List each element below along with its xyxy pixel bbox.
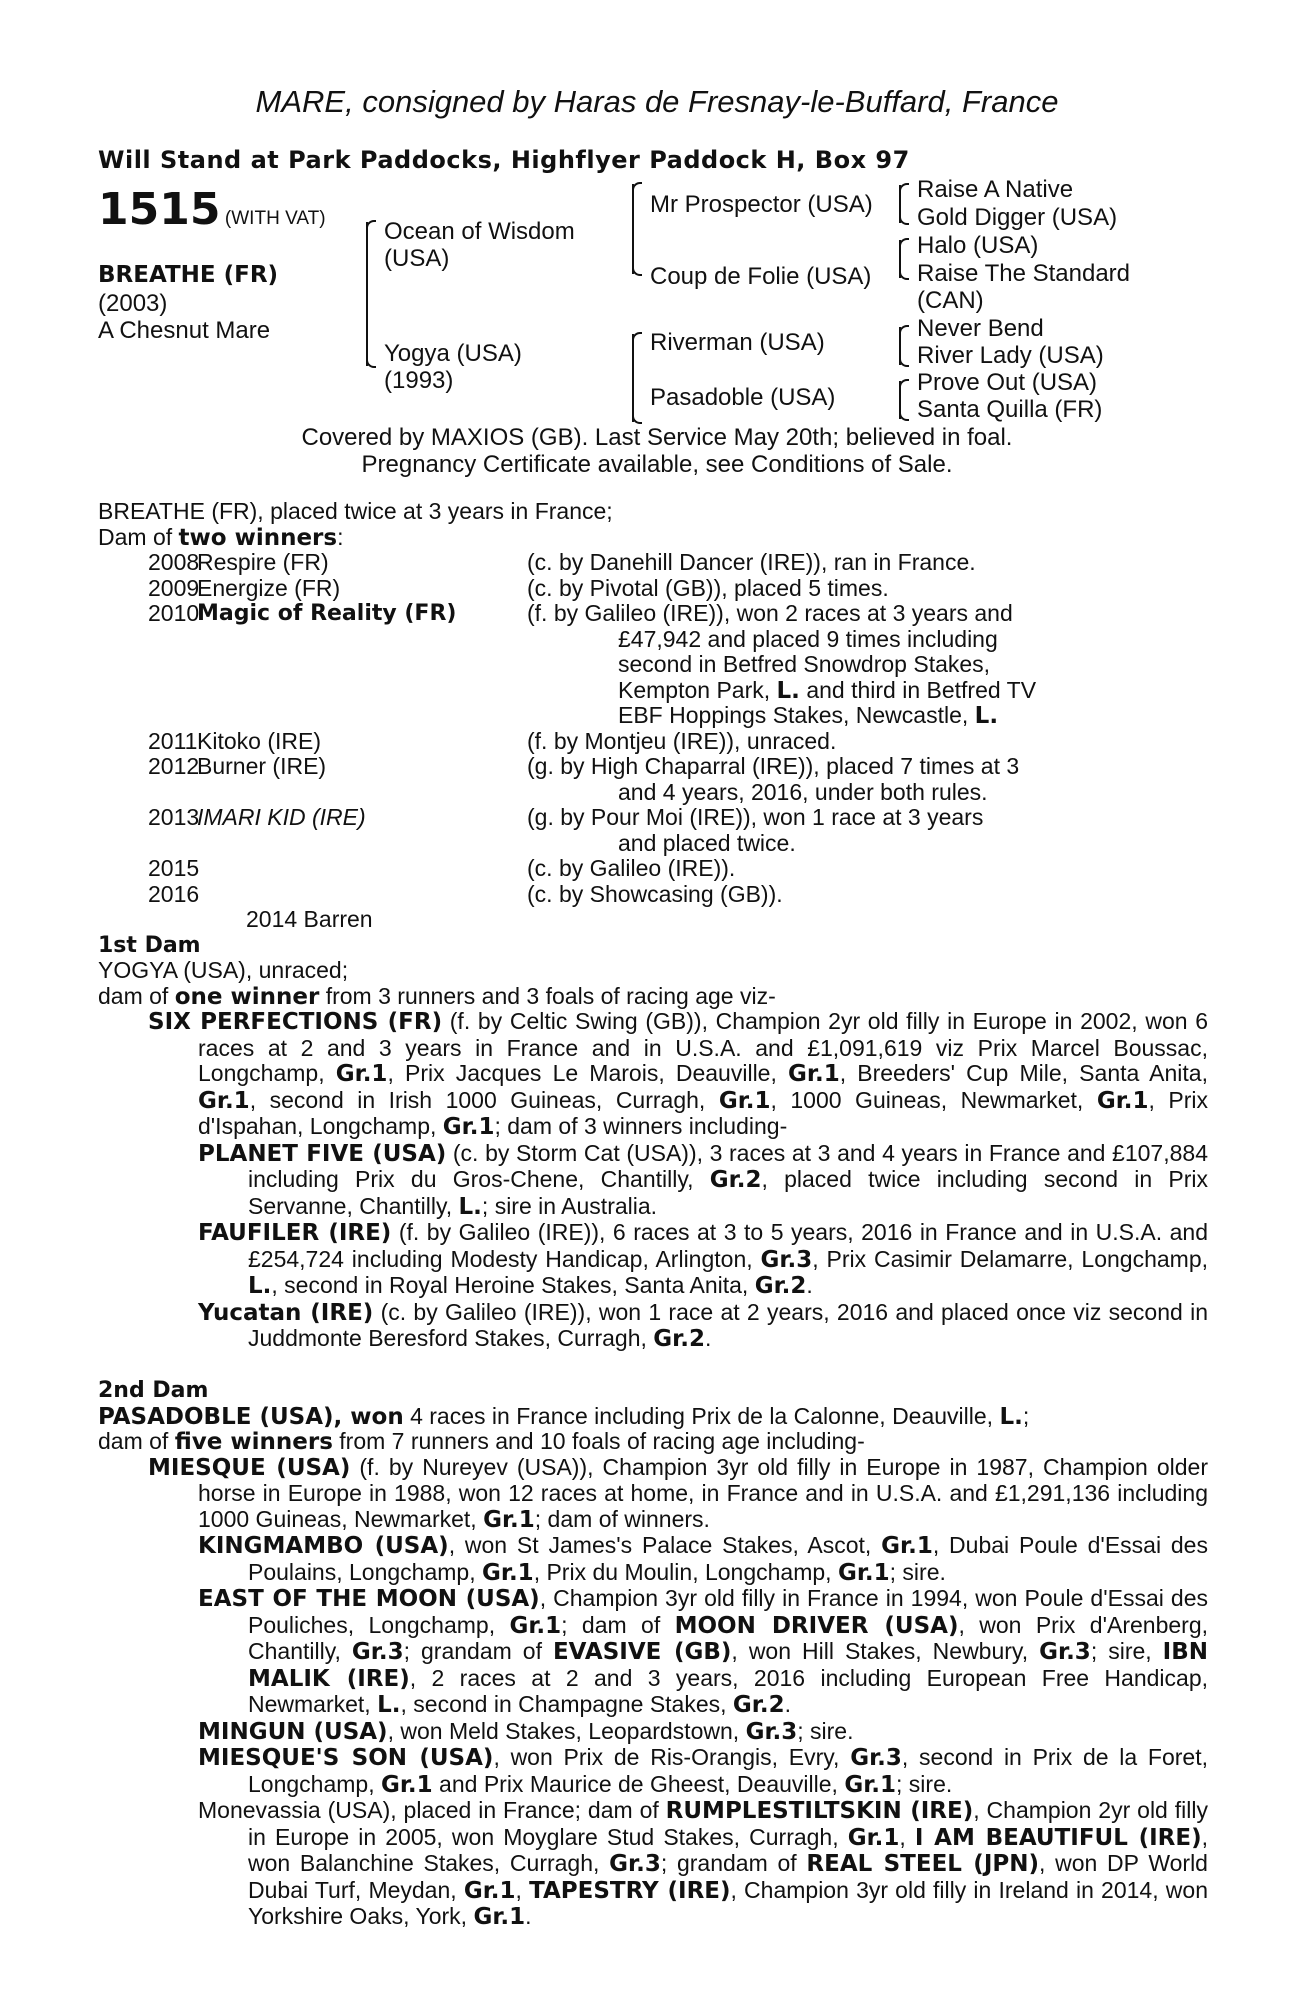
six-perfections-entry: SIX PERFECTIONS (FR) (f. by Celtic Swing (GB)), Champion 2yr old filly in Europe in 2002, won 6 races at 2 and 3 years in France and in U.S.A. and £1,091,619 viz Prix Marcel Boussac, Longchamp, Gr.1, Prix Jacques Le Marois, Deauville, Gr.1, Breeders' Cup Mile, Santa Anita, Gr.1, second in Irish 1000 Guineas, Curragh, Gr.1, 1000 Guineas, Newmarket, Gr.1, Prix d'Ispahan, Longchamp, Gr.1; dam of 3 winners including- xyxy=(148,1008,1208,1140)
first-dam-heading: 1st Dam xyxy=(98,932,201,958)
produce-record xyxy=(98,499,1208,1931)
progeny-year: 2008 xyxy=(148,549,200,575)
progeny-detail-cont xyxy=(98,627,1208,653)
record-text: 4 races in France including Prix de la Calonne, Deauville, xyxy=(403,1402,1000,1429)
progeny-detail: (c. by Showcasing (GB)). xyxy=(527,880,783,907)
progeny-detail-cont xyxy=(98,703,1208,729)
covered-line-1: Covered by MAXIOS (GB). Last Service May 20th; believed in foal. xyxy=(301,424,1013,451)
first-dam-record: YOGYA (USA), unraced; xyxy=(98,957,349,983)
pedigree-g3-6: River Lady (USA) xyxy=(917,342,1104,369)
progeny-detail-cont: and 4 years, 2016, under both rules. xyxy=(618,778,988,805)
progeny-name xyxy=(197,882,527,908)
mare-record: BREATHE (FR), placed twice at 3 years in France; xyxy=(98,498,613,524)
barren-note: 2014 Barren xyxy=(246,906,373,932)
progeny-detail-cont xyxy=(98,652,1208,678)
record-text-end: ; xyxy=(1022,1402,1030,1429)
progeny-year: 2012 xyxy=(148,753,200,779)
second-dam-summary xyxy=(98,1429,1208,1455)
lot-number-value: 1515 xyxy=(98,184,221,235)
progeny-year: 2011 xyxy=(148,727,198,754)
progeny-row xyxy=(98,805,1208,831)
stand-location: Will Stand at Park Paddocks, Highflyer Paddock H, Box 97 xyxy=(98,146,910,174)
pedigree-g3-4-name: Raise The Standard xyxy=(917,260,1131,287)
winners-count: five winners xyxy=(174,1429,333,1455)
kingmambo-entry: KINGMAMBO (USA), won St James's Palace Stakes, Ascot, Gr.1, Dubai Poule d'Essai des Poulains, Longchamp, Gr.1, Prix du Moulin, Longchamp, Gr.1; sire. xyxy=(198,1532,1208,1586)
pedigree-brace-1 xyxy=(899,185,901,223)
detail-text: and third in Betfred TV xyxy=(799,676,1037,703)
pedigree-brace-3 xyxy=(899,327,901,365)
covered-line-2: Pregnancy Certificate available, see Conditions of Sale. xyxy=(361,451,953,478)
faufiler-entry: FAUFILER (IRE) (f. by Galileo (IRE)), 6 races at 3 to 5 years, 2016 in France and in U.S.A. and £254,724 including Modesty Handicap, Arlington, Gr.3, Prix Casimir Delamarre, Longchamp, L., second in Royal Heroine Stakes, Santa Anita, Gr.2. xyxy=(198,1219,1209,1299)
listed-mark: L. xyxy=(999,1403,1023,1430)
yucatan-entry: Yucatan (IRE) (c. by Galileo (IRE)), won 1 race at 2 years, 2016 and placed once viz second in Juddmonte Beresford Stakes, Curragh, Gr.2. xyxy=(198,1298,1208,1352)
pedigree-brace-main xyxy=(366,222,368,366)
progeny-name: Respire (FR) xyxy=(197,549,329,575)
miesque-entry: MIESQUE (USA) (f. by Nureyev (USA)), Champion 3yr old filly in Europe in 1987, Champion older horse in Europe in 1988, won 12 races at home, in France and in U.S.A. and £1,291,136 including 1000 Guineas, Newmarket, Gr.1; dam of winners. xyxy=(148,1453,1209,1533)
progeny-row xyxy=(98,729,1208,755)
progeny-name: IMARI KID (IRE) xyxy=(197,804,366,830)
listed-mark: L. xyxy=(776,677,800,704)
pedigree-g3-2: Gold Digger (USA) xyxy=(917,204,1118,231)
pedigree-g3-8: Santa Quilla (FR) xyxy=(917,396,1103,423)
east-of-the-moon-entry: EAST OF THE MOON (USA), Champion 3yr old filly in France in 1994, won Poule d'Essai des Pouliches, Longchamp, Gr.1; dam of MOON DRIVER (USA), won Prix d'Arenberg, Chantilly, Gr.3; grandam of EVASIVE (GB), won Hill Stakes, Newbury, Gr.3; sire, IBN MALIK (IRE), 2 races at 2 and 3 years, 2016 including European Free Handicap, Newmarket, L., second in Champagne Stakes, Gr.2. xyxy=(198,1585,1209,1718)
detail-text: EBF Hoppings Stakes, Newcastle, xyxy=(618,702,975,728)
progeny-detail: (g. by Pour Moi (IRE)), won 1 race at 3 years xyxy=(527,804,984,830)
pedigree-g3-3: Halo (USA) xyxy=(917,232,1039,259)
horse-year: (2003) xyxy=(98,290,168,317)
sire-name: Ocean of Wisdom xyxy=(384,218,575,245)
progeny-detail-cont xyxy=(98,678,1208,704)
vat-note: (WITH VAT) xyxy=(224,208,326,229)
progeny-row xyxy=(98,856,1208,882)
planet-five-entry: PLANET FIVE (USA) (c. by Storm Cat (USA)), 3 races at 3 and 4 years in France and £107,884 including Prix du Gros-Chene, Chantilly, Gr.2, placed twice including second in Prix Servanne, Chantilly, L.; sire in Australia. xyxy=(198,1139,1208,1220)
pedigree-brace-sire xyxy=(632,184,634,274)
progeny-year: 2015 xyxy=(148,855,200,881)
pedigree-g3-4-origin: (CAN) xyxy=(917,287,984,314)
pedigree-g3-7: Prove Out (USA) xyxy=(917,369,1098,396)
detail-text: Kempton Park, xyxy=(618,676,777,703)
winners-count: two winners xyxy=(178,524,338,551)
pedigree-dam-sire: Riverman (USA) xyxy=(650,329,825,356)
page-header: MARE, consigned by Haras de Fresnay-le-Buffard, France xyxy=(255,84,1059,119)
progeny-year: 2013 xyxy=(148,804,200,830)
second-dam-heading: 2nd Dam xyxy=(98,1378,209,1403)
pedigree-dam-dam: Pasadoble (USA) xyxy=(650,384,836,411)
monevassia-entry: Monevassia (USA), placed in France; dam of RUMPLESTILTSKIN (IRE), Champion 2yr old filly in Europe in 2005, won Moyglare Stud Stakes, Curragh, Gr.1, I AM BEAUTIFUL (IRE), won Balanchine Stakes, Curragh, Gr.3; grandam of REAL STEEL (JPN), won DP World Dubai Turf, Meydan, Gr.1, TAPESTRY (IRE), Champion 3yr old filly in Ireland in 2014, won Yorkshire Oaks, York, Gr.1. xyxy=(198,1797,1208,1930)
progeny-year: 2016 xyxy=(148,880,200,907)
pedigree-brace-4 xyxy=(899,381,901,419)
sire-origin: (USA) xyxy=(384,245,450,272)
pedigree-dam xyxy=(384,340,522,394)
progeny-name: Burner (IRE) xyxy=(197,753,327,779)
covered-note xyxy=(0,424,1314,478)
dam-year: (1993) xyxy=(384,367,454,394)
progeny-detail: (g. by High Chaparral (IRE)), placed 7 times at 3 xyxy=(527,753,1020,779)
progeny-detail: (c. by Danehill Dancer (IRE)), ran in France. xyxy=(527,549,976,575)
second-dam-record xyxy=(98,1404,1208,1430)
pedigree-g3-1: Raise A Native xyxy=(917,176,1074,203)
summary-suffix: from 7 runners and 10 foals of racing age including- xyxy=(332,1428,865,1454)
progeny-name: Energize (FR) xyxy=(197,574,341,601)
pedigree-brace-dam xyxy=(632,334,634,422)
mingun-entry: MINGUN (USA), won Meld Stakes, Leopardstown, Gr.3; sire. xyxy=(198,1717,854,1745)
progeny-year: 2010 xyxy=(148,600,200,626)
dam-of-summary xyxy=(98,525,1208,551)
horse-name: BREATHE (FR) xyxy=(98,262,279,288)
listed-mark: L. xyxy=(974,703,999,729)
progeny-detail-cont: and placed twice. xyxy=(618,829,796,856)
progeny-name: Kitoko (IRE) xyxy=(197,727,321,754)
progeny-name: Magic of Reality (FR) xyxy=(197,601,457,626)
horse-description: A Chesnut Mare xyxy=(98,317,271,344)
winners-count: one winner xyxy=(174,983,320,1010)
miesques-son-entry: MIESQUE'S SON (USA), won Prix de Ris-Orangis, Evry, Gr.3, second in Prix de la Foret, Longchamp, Gr.1 and Prix Maurice de Gheest, Deauville, Gr.1; sire. xyxy=(198,1744,1209,1798)
pedigree-brace-2 xyxy=(899,240,901,278)
detail-text: second in Betfred Snowdrop Stakes, xyxy=(618,651,991,677)
progeny-detail: (f. by Galileo (IRE)), won 2 races at 3 years and xyxy=(527,600,1013,626)
summary-suffix: from 3 runners and 3 foals of racing age viz- xyxy=(319,982,776,1009)
pedigree-g3-4 xyxy=(917,260,1130,314)
pedigree-sire-sire: Mr Prospector (USA) xyxy=(650,191,873,218)
progeny-detail: (f. by Montjeu (IRE)), unraced. xyxy=(527,727,837,754)
progeny-year: 2009 xyxy=(148,574,200,601)
pedigree-sire-dam: Coup de Folie (USA) xyxy=(650,263,872,290)
summary-prefix: dam of xyxy=(98,982,175,1009)
progeny-row xyxy=(98,882,1208,908)
progeny-row xyxy=(98,754,1208,780)
summary-prefix: dam of xyxy=(98,1428,175,1454)
progeny-name xyxy=(197,856,527,882)
lot-number xyxy=(98,184,326,235)
dam-of-prefix: Dam of xyxy=(98,523,179,550)
dam-of-suffix: : xyxy=(337,523,344,550)
spacer xyxy=(98,1353,1208,1379)
detail-text: £47,942 and placed 9 times including xyxy=(618,625,998,652)
progeny-row xyxy=(98,576,1208,602)
progeny-detail: (c. by Pivotal (GB)), placed 5 times. xyxy=(527,574,889,601)
pedigree-g3-5: Never Bend xyxy=(917,315,1044,342)
second-dam-name: PASADOBLE (USA), won xyxy=(98,1403,404,1430)
progeny-row xyxy=(98,601,1208,627)
dam-name: Yogya (USA) xyxy=(384,340,522,367)
pedigree-sire xyxy=(384,218,575,272)
first-dam-summary xyxy=(98,984,1208,1010)
progeny-detail: (c. by Galileo (IRE)). xyxy=(527,855,736,881)
progeny-row xyxy=(98,550,1208,576)
